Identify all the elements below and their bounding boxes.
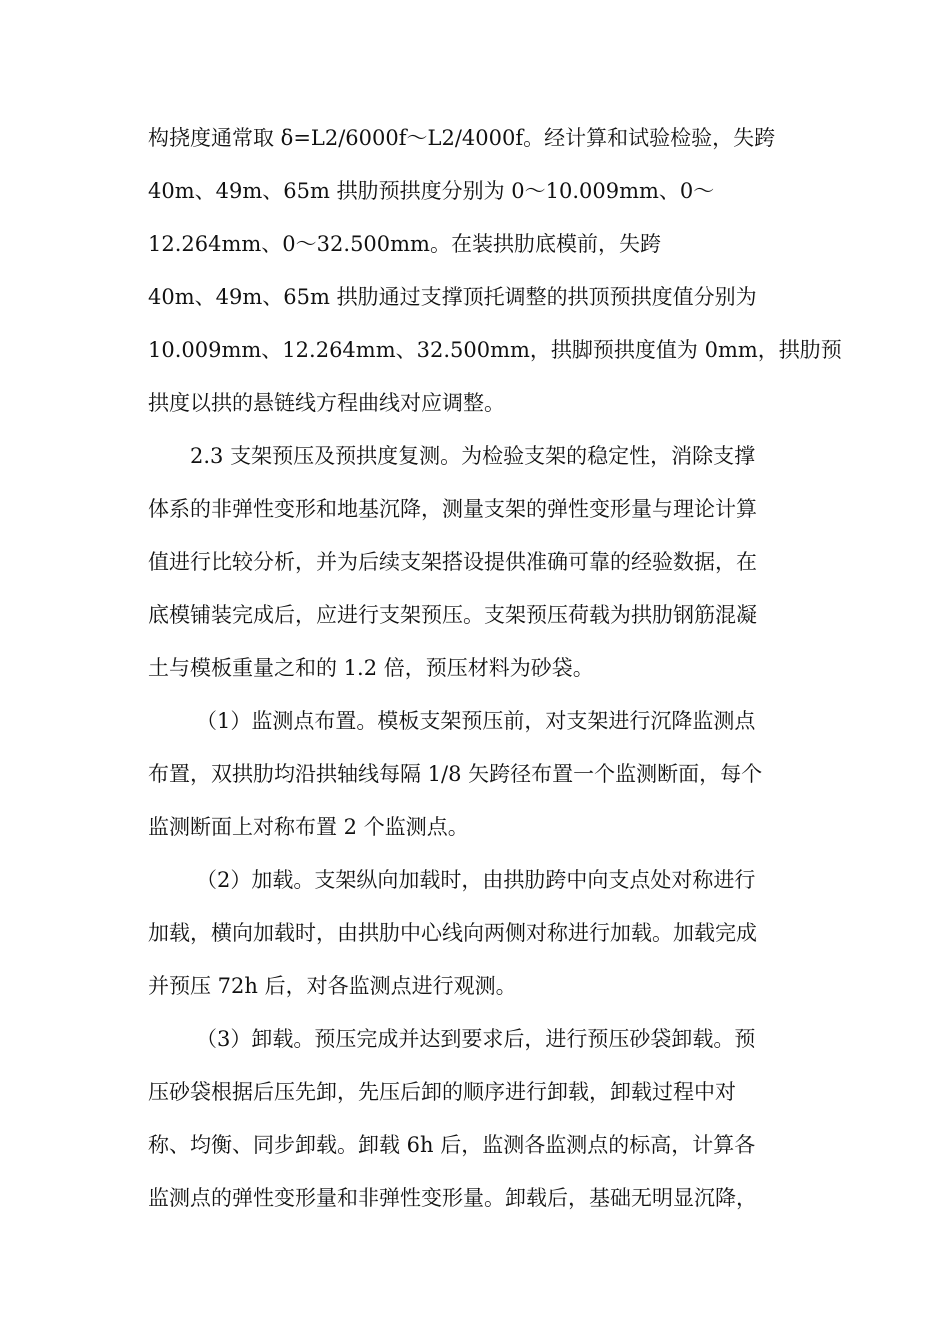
text-line: 压砂袋根据后压先卸，先压后卸的顺序进行卸载，卸载过程中对 [148, 1080, 736, 1104]
text-line: 加载，横向加载时，由拱肋中心线向两侧对称进行加载。加载完成 [148, 921, 757, 945]
text-line: 监测点的弹性变形量和非弹性变形量。卸载后，基础无明显沉降， [148, 1186, 757, 1210]
text-line: 土与模板重量之和的 1.2 倍，预压材料为砂袋。 [148, 656, 594, 680]
text-line: 体系的非弹性变形和地基沉降，测量支架的弹性变形量与理论计算 [148, 497, 757, 521]
section-heading-line: 2.3 支架预压及预拱度复测。为检验支架的稳定性，消除支撑 [190, 444, 756, 468]
text-line: 40m、49m、65m 拱肋预拱度分别为 0～10.009mm、0～ [148, 179, 715, 203]
text-line: 并预压 72h 后，对各监测点进行观测。 [148, 974, 517, 998]
list-item-line: （1）监测点布置。模板支架预压前，对支架进行沉降监测点 [196, 709, 756, 733]
document-body [148, 118, 842, 1231]
text-line: 底模铺装完成后，应进行支架预压。支架预压荷载为拱肋钢筋混凝 [148, 603, 757, 627]
text-line: 拱度以拱的悬链线方程曲线对应调整。 [148, 391, 505, 415]
text-line: 40m、49m、65m 拱肋通过支撑顶托调整的拱顶预拱度值分别为 [148, 285, 757, 309]
text-line: 称、均衡、同步卸载。卸载 6h 后，监测各监测点的标高，计算各 [148, 1133, 756, 1157]
text-line: 构挠度通常取 δ=L2/6000f～L2/4000f。经计算和试验检验，失跨 [148, 126, 776, 150]
text-line: 监测断面上对称布置 2 个监测点。 [148, 815, 469, 839]
text-line: 值进行比较分析，并为后续支架搭设提供准确可靠的经验数据，在 [148, 550, 757, 574]
list-item-line: （3）卸载。预压完成并达到要求后，进行预压砂袋卸载。预 [196, 1027, 756, 1051]
text-line: 12.264mm、0～32.500mm。在装拱肋底模前，失跨 [148, 232, 661, 256]
text-line: 10.009mm、12.264mm、32.500mm，拱脚预拱度值为 0mm，拱肋预 [148, 338, 842, 362]
text-line: 布置，双拱肋均沿拱轴线每隔 1/8 矢跨径布置一个监测断面，每个 [148, 762, 763, 786]
list-item-line: （2）加载。支架纵向加载时，由拱肋跨中向支点处对称进行 [196, 868, 756, 892]
